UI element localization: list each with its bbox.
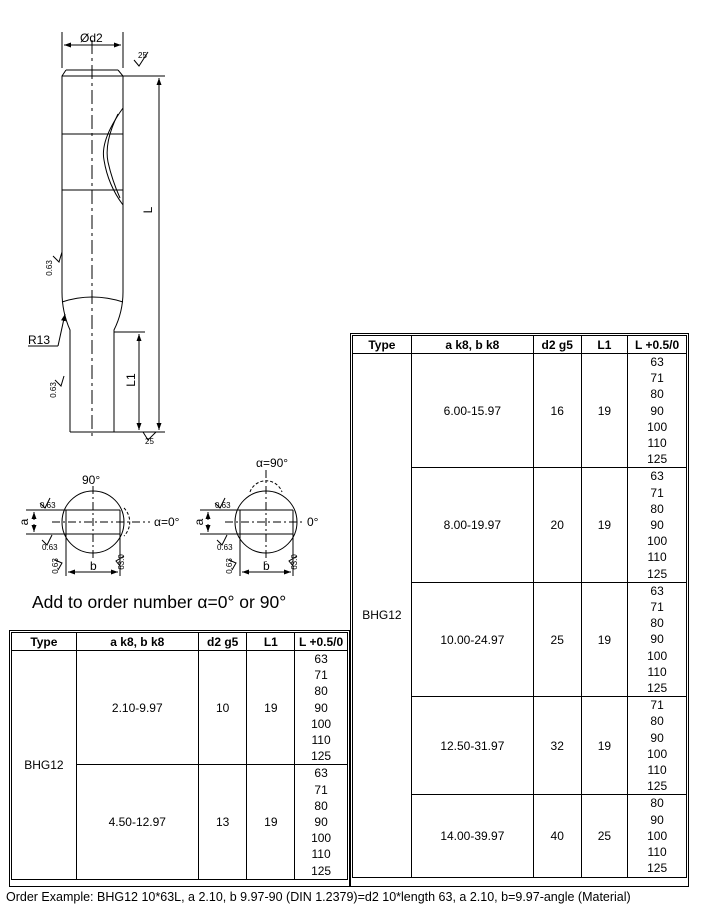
ab-cell: 8.00-19.97	[411, 468, 533, 582]
header-type: Type	[12, 633, 77, 651]
length-value: 80	[314, 798, 328, 813]
header-ab: a k8, b k8	[411, 336, 533, 354]
pin-side-view	[62, 40, 123, 440]
length-value: 71	[650, 600, 664, 615]
length-value: 100	[647, 648, 668, 663]
length-value: 63	[650, 469, 664, 484]
roughness-630-right: 63.0	[290, 554, 299, 570]
length-value: 100	[311, 831, 332, 846]
spec-table-left	[11, 632, 348, 880]
roughness-063-body: 0.63	[45, 260, 54, 276]
roughness-630-left: 63.0	[117, 554, 126, 570]
l1-cell: 19	[247, 651, 295, 765]
roughness-063-right-bottom: 0.63	[217, 543, 233, 552]
d2-label: Ød2	[80, 31, 103, 45]
length-cell	[628, 697, 687, 795]
l1-cell: 19	[247, 765, 295, 879]
length-value: 110	[647, 550, 667, 565]
type-cell: BHG12	[12, 651, 77, 880]
d2-cell: 40	[533, 795, 581, 877]
length-value: 90	[650, 812, 664, 827]
roughness-063-right-side: 0.63	[225, 558, 234, 574]
header-ab: a k8, b k8	[76, 633, 198, 651]
roughness-063-left-side: 0.63	[51, 558, 60, 574]
length-value: 110	[647, 664, 667, 679]
deg-0-label: 0°	[307, 515, 319, 529]
header-l1: L1	[581, 336, 628, 354]
header-type: Type	[353, 336, 412, 354]
length-value: 80	[650, 387, 664, 402]
alpha-90-label: α=90°	[256, 456, 289, 470]
length-cell	[295, 651, 348, 765]
roughness-063-shank: 0.63	[49, 382, 58, 398]
a-label-right: a	[192, 518, 206, 526]
length-value: 80	[650, 714, 664, 729]
length-value: 125	[647, 452, 668, 467]
length-value: 110	[311, 733, 331, 748]
l1-cell: 19	[581, 354, 628, 468]
length-value: 125	[647, 861, 668, 876]
header-d2: d2 g5	[198, 633, 247, 651]
ab-cell: 10.00-24.97	[411, 582, 533, 696]
header-d2: d2 g5	[533, 336, 581, 354]
ab-cell: 14.00-39.97	[411, 795, 533, 877]
length-value: 90	[650, 730, 664, 745]
ab-cell: 12.50-31.97	[411, 697, 533, 795]
l1-cell: 25	[581, 795, 628, 877]
length-value: 125	[647, 681, 668, 696]
d2-cell: 10	[198, 651, 247, 765]
r13-label: R13	[28, 333, 51, 347]
header-L: L +0.5/0	[628, 336, 687, 354]
length-value: 71	[314, 782, 328, 797]
header-l1: L1	[247, 633, 295, 651]
section-view-alpha-0	[26, 486, 150, 576]
d2-cell: 32	[533, 697, 581, 795]
roughness-063-right-top: 0.63	[215, 501, 231, 510]
roughness-063-left-top: 0.63	[40, 501, 56, 510]
length-value: 63	[314, 766, 328, 781]
length-value: 80	[650, 796, 664, 811]
roughness-063-left-bottom: 0.63	[42, 543, 58, 552]
length-value: 100	[647, 828, 668, 843]
length-value: 90	[314, 700, 328, 715]
length-value: 71	[650, 485, 664, 500]
length-value: 80	[314, 684, 328, 699]
header-L: L +0.5/0	[295, 633, 348, 651]
order-example: Order Example: BHG12 10*63L, a 2.10, b 9.97-90 (DIN 1.2379)=d2 10*length 63, a 2.10, b=9.97-angle (Material)	[6, 890, 631, 904]
L1-label: L1	[124, 373, 138, 387]
length-value: 125	[311, 863, 332, 878]
d2-cell: 13	[198, 765, 247, 879]
type-cell: BHG12	[353, 354, 412, 878]
length-value: 100	[647, 419, 668, 434]
l1-cell: 19	[581, 468, 628, 582]
spec-table-right	[352, 335, 687, 878]
a-label-left: a	[17, 518, 31, 526]
ab-cell: 6.00-15.97	[411, 354, 533, 468]
length-cell	[295, 765, 348, 879]
table-row	[353, 354, 687, 468]
l1-cell: 19	[581, 582, 628, 696]
length-value: 63	[314, 652, 328, 666]
length-value: 125	[647, 779, 668, 794]
length-value: 63	[650, 583, 664, 598]
length-cell	[628, 468, 687, 582]
ab-cell: 4.50-12.97	[76, 765, 198, 879]
b-label-left: b	[90, 559, 97, 573]
length-value: 100	[647, 746, 668, 761]
length-value: 110	[647, 763, 667, 778]
ab-cell: 2.10-9.97	[76, 651, 198, 765]
length-value: 90	[650, 518, 664, 533]
l1-cell: 19	[581, 697, 628, 795]
length-value: 100	[647, 534, 668, 549]
b-label-right: b	[263, 559, 270, 573]
d2-cell: 16	[533, 354, 581, 468]
length-value: 71	[650, 371, 664, 386]
d2-cell: 25	[533, 582, 581, 696]
length-value: 80	[650, 501, 664, 516]
length-value: 90	[650, 403, 664, 418]
length-value: 90	[314, 815, 328, 830]
table-row	[12, 651, 348, 765]
d2-cell: 20	[533, 468, 581, 582]
length-value: 110	[647, 845, 667, 860]
length-value: 125	[647, 566, 668, 581]
length-cell	[628, 795, 687, 877]
length-value: 125	[311, 749, 332, 764]
length-value: 110	[311, 847, 331, 862]
length-cell	[628, 354, 687, 468]
roughness-25-top: 25	[138, 51, 147, 60]
length-value: 63	[650, 355, 664, 369]
angle-90-label: 90°	[82, 473, 101, 487]
length-value: 100	[311, 716, 332, 731]
order-angle-caption: Add to order number α=0° or 90°	[32, 592, 287, 612]
L-label: L	[141, 206, 155, 214]
roughness-25-bottom: 25	[145, 437, 154, 446]
length-value: 71	[314, 668, 328, 683]
length-value: 90	[650, 632, 664, 647]
length-value: 110	[647, 436, 667, 451]
length-value: 71	[650, 698, 664, 713]
length-value: 80	[650, 616, 664, 631]
alpha-0-label: α=0°	[154, 515, 180, 529]
length-cell	[628, 582, 687, 696]
